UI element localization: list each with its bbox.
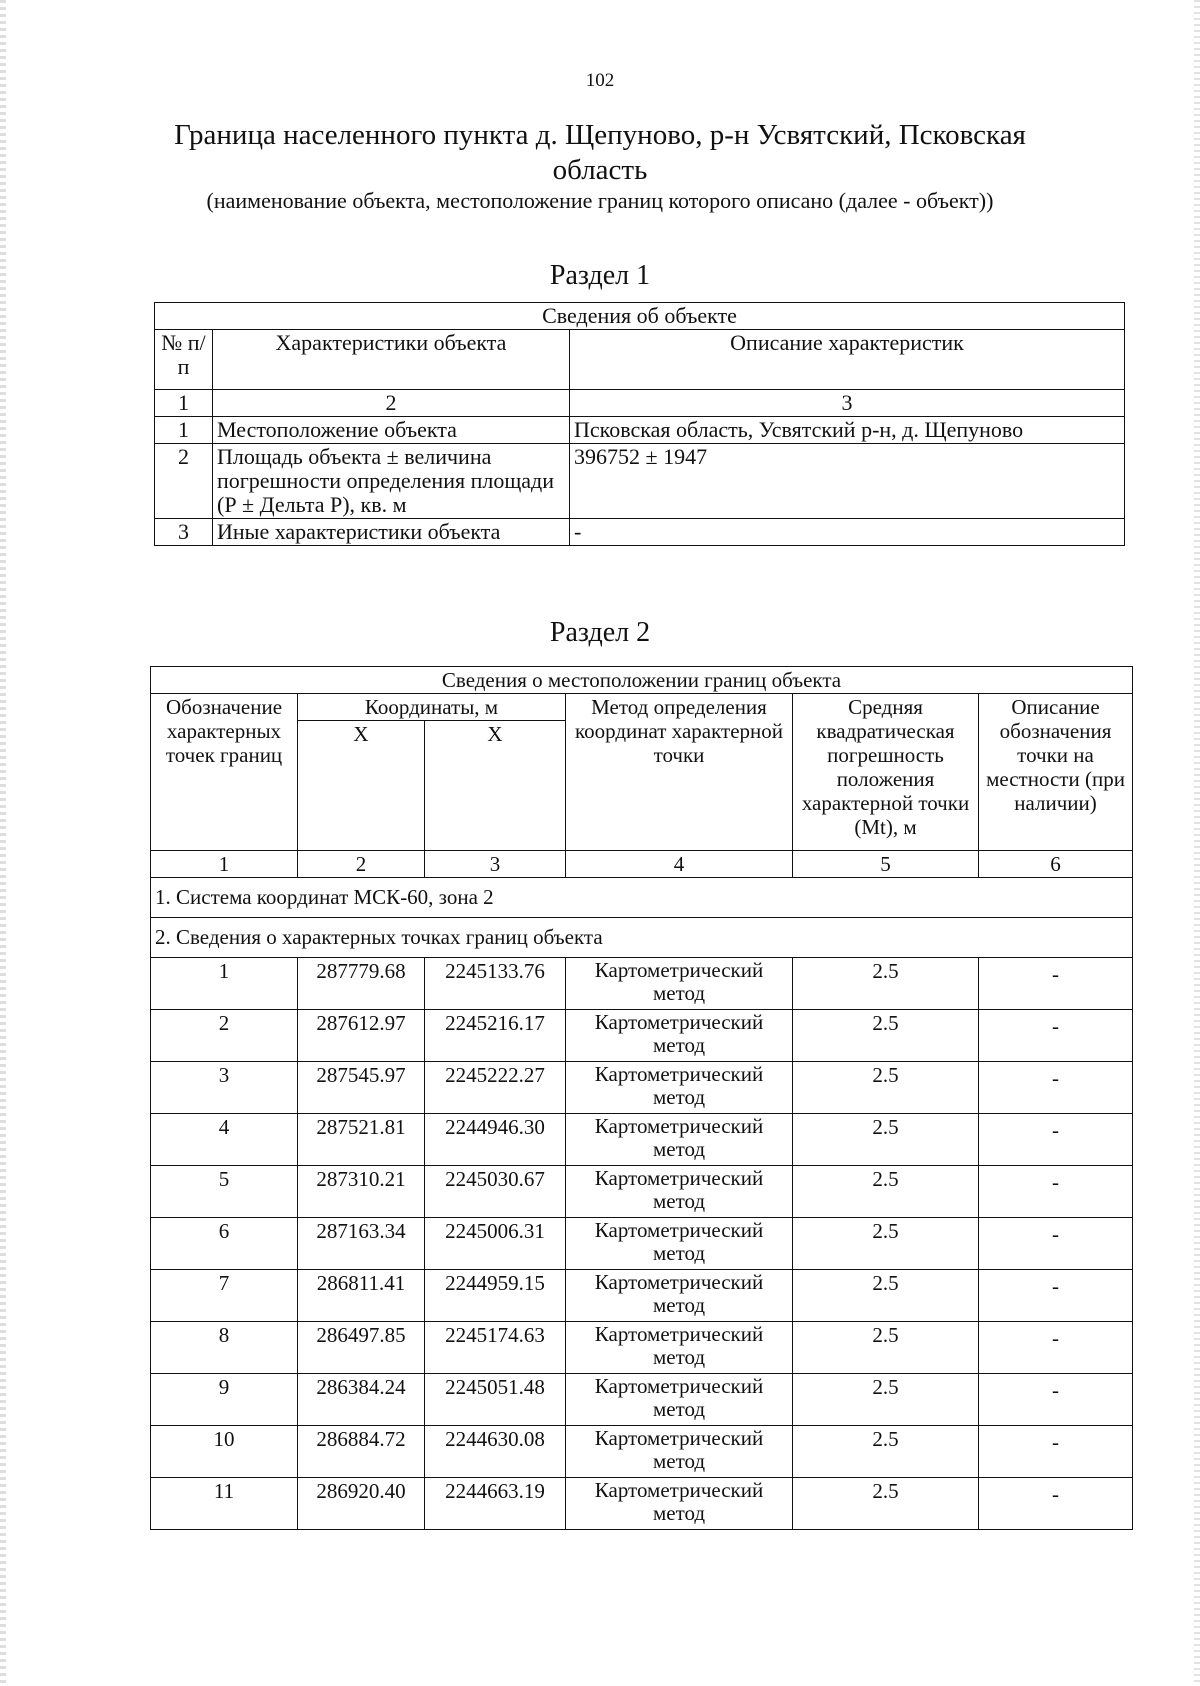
point-method: Картометрический метод: [566, 1114, 793, 1166]
point-number: 6: [151, 1218, 298, 1270]
col-number: 2: [298, 851, 425, 878]
table-row: [151, 1426, 1133, 1478]
point-description: -: [979, 958, 1133, 1010]
col-number: 1: [155, 390, 213, 417]
object-info-table: [154, 302, 1125, 546]
header-x2: X: [425, 721, 566, 851]
point-y: 2245051.48: [425, 1374, 566, 1426]
point-y: 2244959.15: [425, 1270, 566, 1322]
table-row: [151, 958, 1133, 1010]
point-y: 2245030.67: [425, 1166, 566, 1218]
point-mt: 2.5: [793, 1114, 979, 1166]
point-number: 11: [151, 1478, 298, 1530]
point-number: 4: [151, 1114, 298, 1166]
page-title: Граница населенного пункта д. Щепуново, р-н Усвятский, Псковская область: [174, 119, 1026, 186]
header-num: № п/п: [155, 330, 213, 390]
point-mt: 2.5: [793, 1374, 979, 1426]
section2-heading: Раздел 2: [549, 617, 651, 648]
coord-system: 1. Система координат МСК-60, зона 2: [151, 878, 1133, 918]
point-description: -: [979, 1218, 1133, 1270]
point-y: 2244946.30: [425, 1114, 566, 1166]
point-description: -: [979, 1322, 1133, 1374]
point-mt: 2.5: [793, 1478, 979, 1530]
point-number: 8: [151, 1322, 298, 1374]
point-y: 2245006.31: [425, 1218, 566, 1270]
point-y: 2244663.19: [425, 1478, 566, 1530]
point-description: -: [979, 1010, 1133, 1062]
point-mt: 2.5: [793, 1218, 979, 1270]
point-method: Картометрический метод: [566, 1426, 793, 1478]
table-row: [151, 1478, 1133, 1530]
point-x: 286384.24: [298, 1374, 425, 1426]
point-method: Картометрический метод: [566, 1218, 793, 1270]
table-row: [155, 519, 1125, 546]
row-value: -: [570, 519, 1125, 546]
point-x: 286920.40: [298, 1478, 425, 1530]
point-mt: 2.5: [793, 1426, 979, 1478]
row-num: 2: [155, 444, 213, 519]
table-row: [151, 1374, 1133, 1426]
boundary-points-table: [150, 666, 1133, 1530]
object-info-table-title: Сведения об объекте: [155, 303, 1125, 330]
point-mt: 2.5: [793, 958, 979, 1010]
header-x1: X: [298, 721, 425, 851]
point-mt: 2.5: [793, 1322, 979, 1374]
col-number: 6: [979, 851, 1133, 878]
col-number: 2: [213, 390, 570, 417]
header-coordinates: Координаты, м: [298, 694, 566, 721]
col-number: 1: [151, 851, 298, 878]
section1-heading: Раздел 1: [549, 260, 651, 291]
row-num: 1: [155, 417, 213, 444]
point-description: -: [979, 1166, 1133, 1218]
points-title: 2. Сведения о характерных точках границ объекта: [151, 918, 1133, 958]
point-method: Картометрический метод: [566, 1166, 793, 1218]
header-point-description: Описание обозначения точки на местности (при наличии): [979, 694, 1133, 851]
point-number: 1: [151, 958, 298, 1010]
point-x: 286811.41: [298, 1270, 425, 1322]
table-row: [151, 1218, 1133, 1270]
boundary-table-title: Сведения о местоположении границ объекта: [151, 667, 1133, 694]
table-row: [151, 1270, 1133, 1322]
row-value: 396752 ± 1947: [570, 444, 1125, 519]
row-name: Местоположение объекта: [213, 417, 570, 444]
table-row: [155, 417, 1125, 444]
col-number: 3: [570, 390, 1125, 417]
point-y: 2245133.76: [425, 958, 566, 1010]
point-x: 286884.72: [298, 1426, 425, 1478]
table-row: [151, 1114, 1133, 1166]
point-y: 2245216.17: [425, 1010, 566, 1062]
point-description: -: [979, 1114, 1133, 1166]
point-description: -: [979, 1374, 1133, 1426]
point-method: Картометрический метод: [566, 1270, 793, 1322]
table-row: [151, 1010, 1133, 1062]
point-number: 9: [151, 1374, 298, 1426]
point-mt: 2.5: [793, 1062, 979, 1114]
row-name: Площадь объекта ± величина погрешности определения площади (Р ± Дельта Р), кв. м: [213, 444, 570, 519]
col-number: 5: [793, 851, 979, 878]
col-number: 4: [566, 851, 793, 878]
row-num: 3: [155, 519, 213, 546]
point-x: 287163.34: [298, 1218, 425, 1270]
table-row: [151, 1322, 1133, 1374]
point-number: 7: [151, 1270, 298, 1322]
point-x: 287545.97: [298, 1062, 425, 1114]
point-method: Картометрический метод: [566, 1010, 793, 1062]
point-x: 286497.85: [298, 1322, 425, 1374]
point-method: Картометрический метод: [566, 1478, 793, 1530]
point-mt: 2.5: [793, 1166, 979, 1218]
header-error: Средняя квадратическая погрешность положения характерной точки (Mt), м: [793, 694, 979, 851]
point-number: 10: [151, 1426, 298, 1478]
point-mt: 2.5: [793, 1270, 979, 1322]
row-name: Иные характеристики объекта: [213, 519, 570, 546]
table-row: [151, 1166, 1133, 1218]
point-y: 2244630.08: [425, 1426, 566, 1478]
point-number: 2: [151, 1010, 298, 1062]
table-row: [151, 1062, 1133, 1114]
point-method: Картометрический метод: [566, 958, 793, 1010]
point-description: -: [979, 1270, 1133, 1322]
point-x: 287779.68: [298, 958, 425, 1010]
point-description: -: [979, 1062, 1133, 1114]
scan-edge-left: [0, 0, 6, 1686]
header-description: Описание характеристик: [570, 330, 1125, 390]
row-value: Псковская область, Усвятский р-н, д. Щепуново: [570, 417, 1125, 444]
point-description: -: [979, 1478, 1133, 1530]
header-characteristics: Характеристики объекта: [213, 330, 570, 390]
page-number: 102: [585, 70, 615, 91]
point-method: Картометрический метод: [566, 1062, 793, 1114]
point-method: Картометрический метод: [566, 1322, 793, 1374]
point-y: 2245174.63: [425, 1322, 566, 1374]
point-x: 287310.21: [298, 1166, 425, 1218]
point-description: -: [979, 1426, 1133, 1478]
header-designation: Обозначение характерных точек границ: [151, 694, 298, 851]
title-note: (наименование объекта, местоположение границ которого описано (далее - объект)): [206, 188, 994, 213]
table-row: [155, 444, 1125, 519]
point-method: Картометрический метод: [566, 1374, 793, 1426]
point-mt: 2.5: [793, 1010, 979, 1062]
scan-edge-right: [1194, 0, 1200, 1686]
point-y: 2245222.27: [425, 1062, 566, 1114]
header-method: Метод определения координат характерной точки: [566, 694, 793, 851]
col-number: 3: [425, 851, 566, 878]
point-x: 287521.81: [298, 1114, 425, 1166]
point-number: 5: [151, 1166, 298, 1218]
point-x: 287612.97: [298, 1010, 425, 1062]
point-number: 3: [151, 1062, 298, 1114]
